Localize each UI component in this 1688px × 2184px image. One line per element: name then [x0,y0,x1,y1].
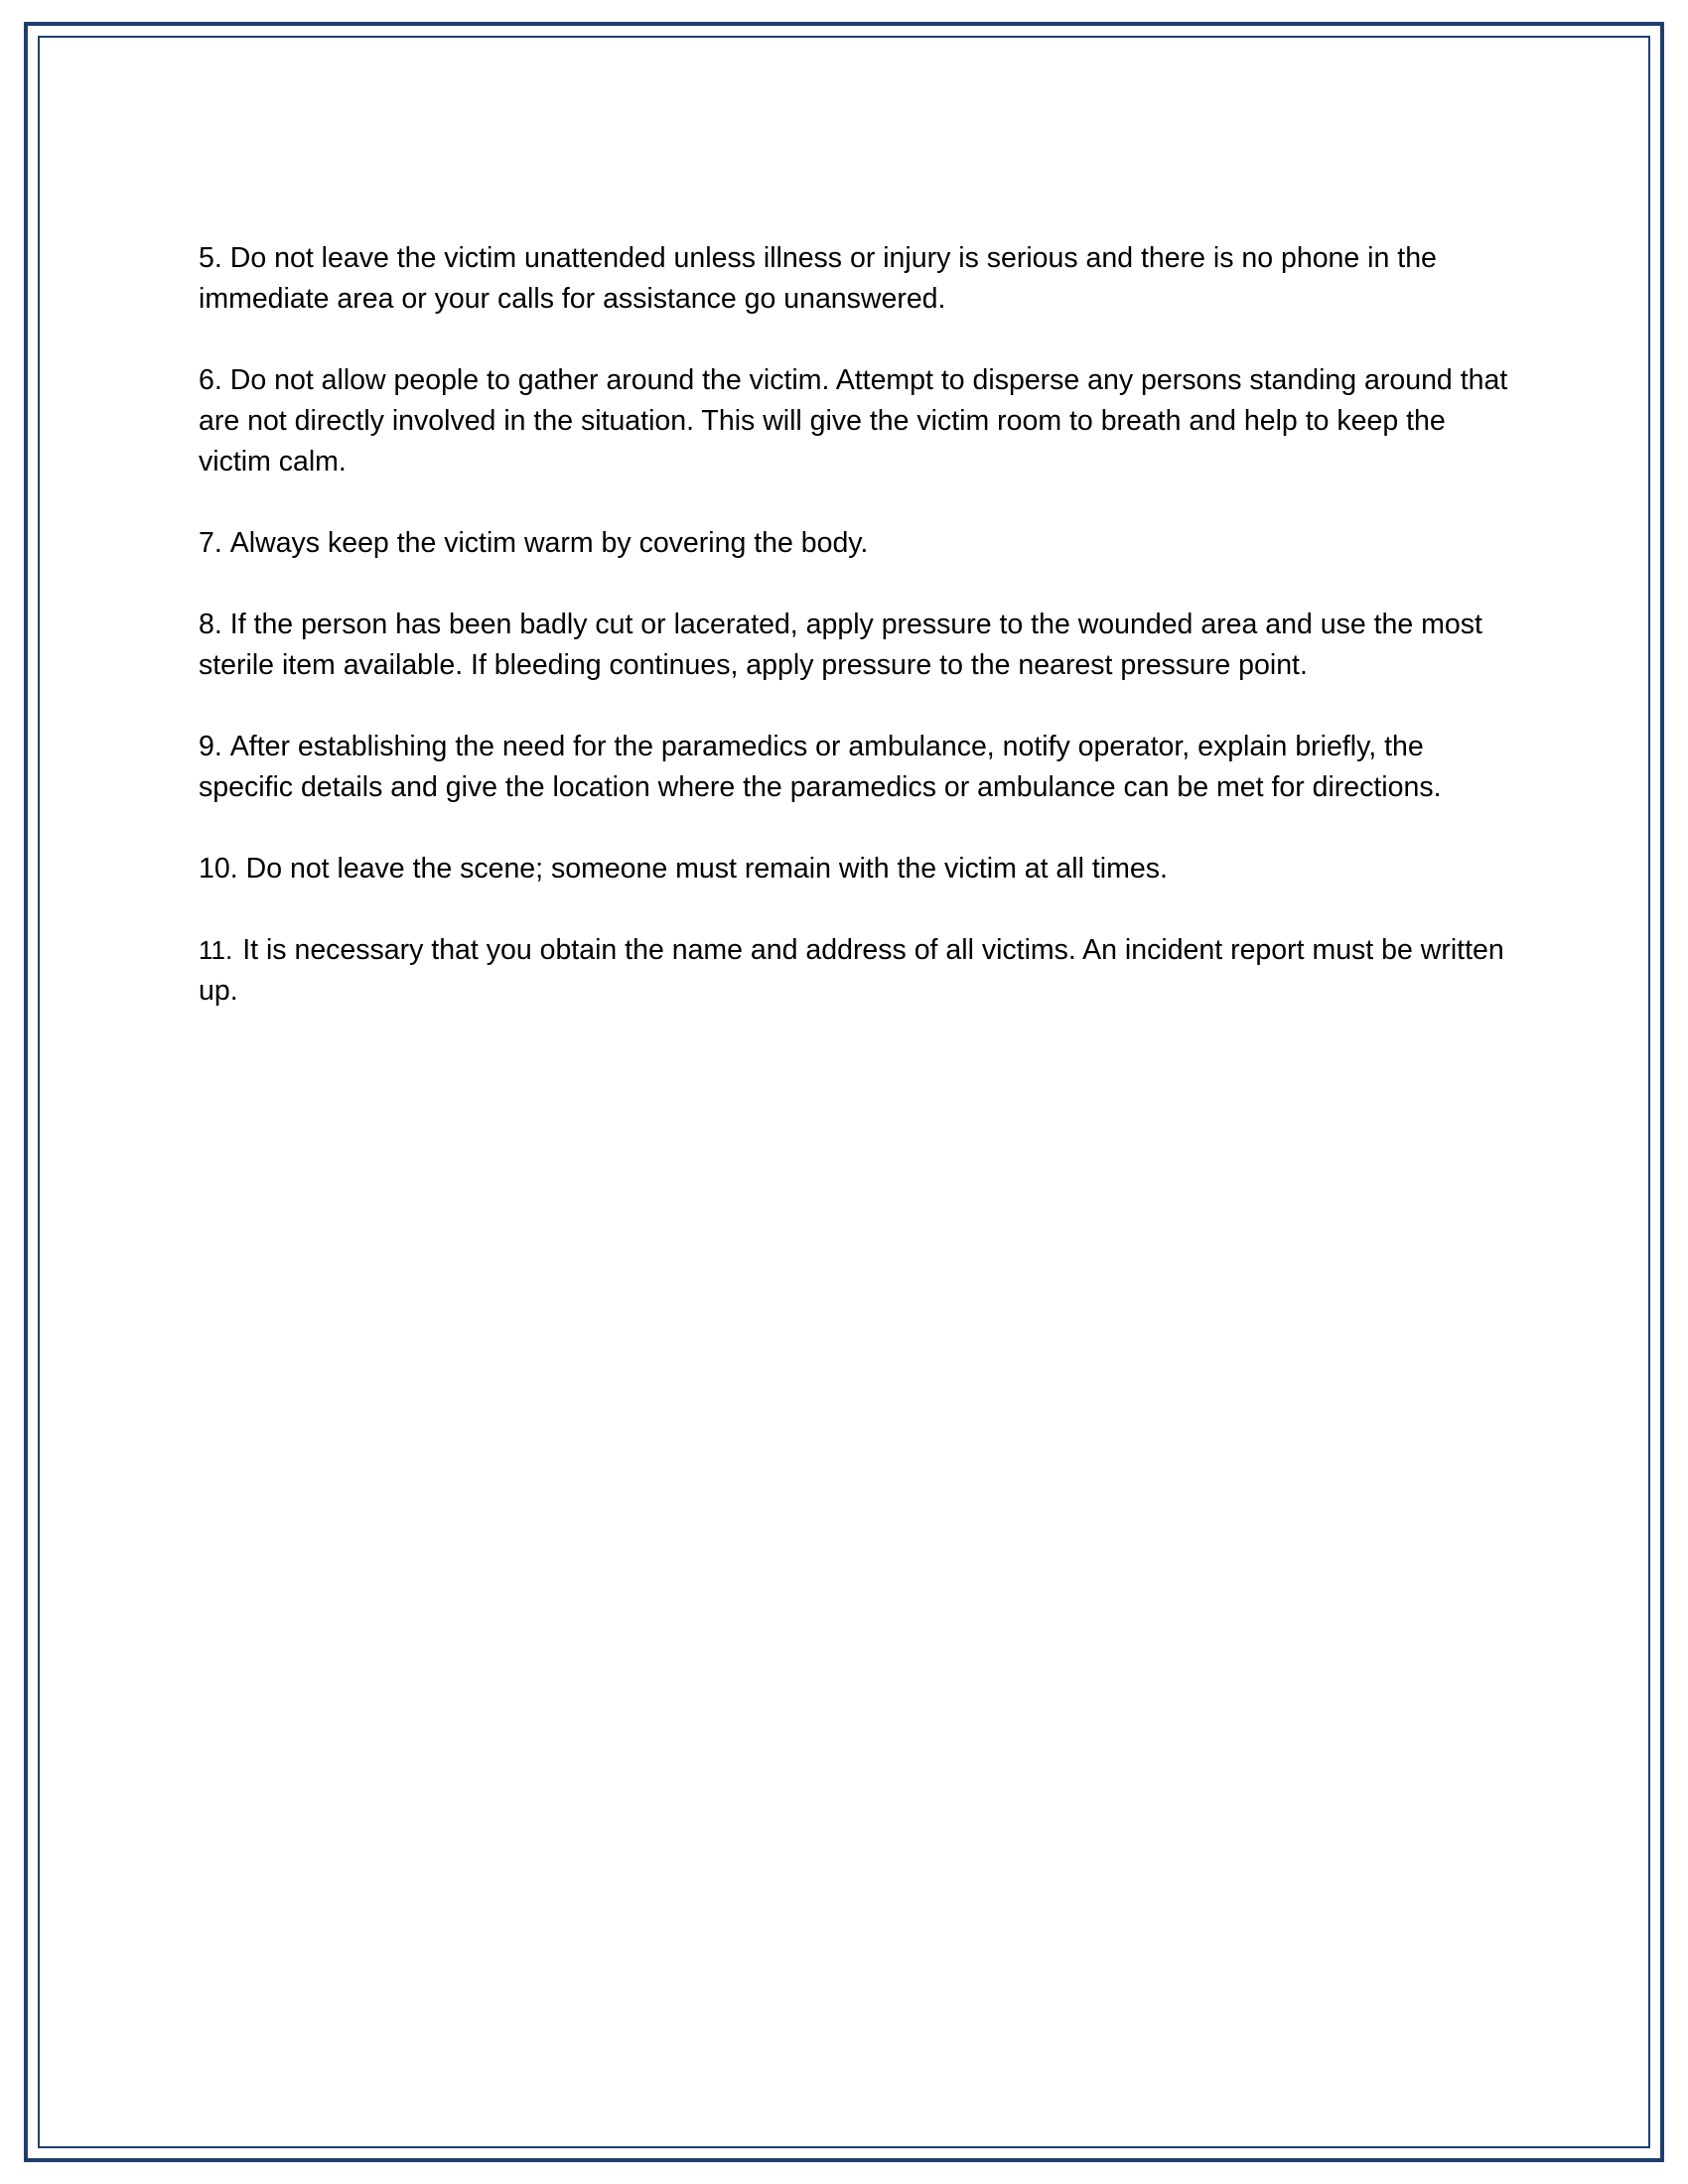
list-item-9 [199,727,1509,808]
item-text: Always keep the victim warm by covering the body. [229,527,869,559]
item-number: 5. [199,242,222,274]
item-number: 10. [199,853,238,885]
document-body [199,238,1509,1052]
list-item-11 [199,930,1509,1012]
item-text: It is necessary that you obtain the name and address of all victims. An incident report must be written up. [199,934,1504,1007]
item-number: 11. [199,935,233,965]
item-number: 6. [199,364,222,396]
item-number: 9. [199,731,222,762]
list-item-5 [199,238,1509,320]
list-item-10 [199,849,1509,889]
item-text: After establishing the need for the paramedics or ambulance, notify operator, explain briefly, the specific details and give the location where the paramedics or ambulance can be met for directions. [199,731,1442,803]
item-text: Do not allow people to gather around the victim. Attempt to disperse any persons standing around that are not directly involved in the situation. This will give the victim room to breath and help to keep the victim calm. [199,364,1508,478]
item-number: 7. [199,527,222,559]
list-item-8 [199,605,1509,686]
list-item-7 [199,523,1509,564]
item-number: 8. [199,609,222,640]
item-text: Do not leave the scene; someone must remain with the victim at all times. [245,853,1168,885]
item-text: Do not leave the victim unattended unless illness or injury is serious and there is no phone in the immediate area or your calls for assistance go unanswered. [199,242,1437,315]
list-item-6 [199,360,1509,482]
item-text: If the person has been badly cut or lacerated, apply pressure to the wounded area and use the most sterile item available. If bleeding continues, apply pressure to the nearest pressure point. [199,609,1482,681]
